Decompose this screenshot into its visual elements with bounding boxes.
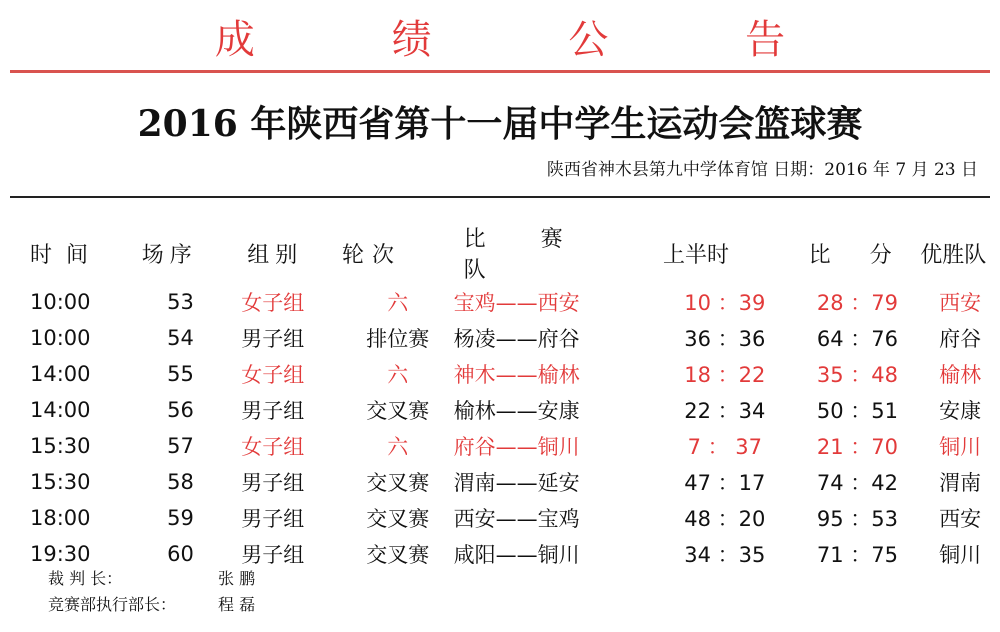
- cell-winner: 安康: [939, 399, 982, 423]
- header-half-time: 上半时: [663, 242, 730, 268]
- cell-group: 男子组: [241, 327, 305, 351]
- results-body: [30, 284, 1000, 572]
- official-line: [48, 566, 255, 592]
- cell-time: 10:00: [30, 290, 91, 314]
- cell-round: 六: [387, 363, 409, 387]
- header-teams: 比 赛 队: [463, 227, 587, 283]
- cell-time: 10:00: [30, 326, 91, 350]
- cell-time: 19:30: [30, 542, 91, 566]
- cell-score: 35 ：48: [816, 363, 898, 387]
- official-line: [48, 592, 255, 618]
- cell-round: 排位赛: [366, 327, 430, 351]
- cell-round: 交叉赛: [366, 543, 430, 567]
- cell-winner: 铜川: [939, 543, 982, 567]
- announcement-banner: 成 绩 公 告: [214, 17, 848, 63]
- cell-round: 六: [387, 291, 409, 315]
- table-row: [30, 464, 1000, 500]
- header-winner: 优胜队: [920, 242, 987, 268]
- cell-teams: 西安——宝鸡: [453, 507, 580, 531]
- cell-score: 21 ：70: [816, 435, 898, 459]
- cell-match-number: 58: [167, 470, 194, 494]
- cell-score: 64 ：76: [816, 327, 898, 351]
- table-row: [30, 500, 1000, 536]
- cell-group: 男子组: [241, 471, 305, 495]
- page-title: 2016 年陕西省第十一届中学生运动会篮球赛: [137, 103, 863, 145]
- cell-score: 74 ：42: [816, 471, 898, 495]
- official-role: 竞赛部执行部长：: [48, 595, 177, 614]
- cell-half-time: 7 ： 37: [687, 435, 763, 459]
- venue-date-line: 陕西省神木县第九中学体育馆 日期：2016 年 7 月 23 日: [546, 160, 978, 180]
- cell-round: 交叉赛: [366, 471, 430, 495]
- cell-winner: 榆林: [939, 363, 982, 387]
- header-match-number: 场序: [141, 242, 198, 268]
- cell-group: 男子组: [241, 507, 305, 531]
- cell-teams: 杨凌——府谷: [453, 327, 580, 351]
- cell-teams: 宝鸡——西安: [453, 291, 580, 315]
- cell-winner: 西安: [939, 291, 982, 315]
- cell-score: 28 ：79: [816, 291, 898, 315]
- table-row: [30, 320, 1000, 356]
- cell-time: 15:30: [30, 470, 91, 494]
- cell-half-time: 36 ：36: [684, 327, 766, 351]
- title-divider: [10, 196, 990, 198]
- cell-half-time: 48 ：20: [684, 507, 766, 531]
- official-name: 程 磊: [218, 595, 256, 614]
- results-table: [30, 222, 1000, 572]
- cell-group: 女子组: [241, 435, 305, 459]
- cell-match-number: 59: [167, 506, 194, 530]
- cell-match-number: 55: [167, 362, 194, 386]
- cell-group: 女子组: [241, 291, 305, 315]
- cell-time: 14:00: [30, 398, 91, 422]
- table-row: [30, 356, 1000, 392]
- table-row: [30, 428, 1000, 464]
- header-divider: [10, 70, 990, 73]
- cell-match-number: 57: [167, 434, 194, 458]
- cell-score: 71 ：75: [816, 543, 898, 567]
- cell-teams: 神木——榆林: [453, 363, 580, 387]
- header-group: 组别: [247, 242, 304, 268]
- official-role: 裁 判 长：: [48, 569, 123, 588]
- cell-score: 50 ：51: [816, 399, 898, 423]
- cell-winner: 渭南: [939, 471, 982, 495]
- cell-half-time: 10 ：39: [684, 291, 766, 315]
- header-time: 时间: [30, 242, 103, 268]
- official-name: 张 鹏: [218, 569, 256, 588]
- cell-winner: 西安: [939, 507, 982, 531]
- cell-match-number: 54: [167, 326, 194, 350]
- cell-time: 15:30: [30, 434, 91, 458]
- officials-block: [48, 566, 255, 618]
- cell-winner: 铜川: [939, 435, 982, 459]
- cell-round: 六: [387, 435, 409, 459]
- cell-teams: 咸阳——铜川: [453, 543, 580, 567]
- cell-group: 男子组: [241, 399, 305, 423]
- cell-time: 14:00: [30, 362, 91, 386]
- cell-time: 18:00: [30, 506, 91, 530]
- cell-teams: 府谷——铜川: [453, 435, 580, 459]
- table-row: [30, 392, 1000, 428]
- cell-teams: 榆林——安康: [453, 399, 580, 423]
- cell-match-number: 53: [167, 290, 194, 314]
- cell-round: 交叉赛: [366, 399, 430, 423]
- cell-half-time: 47 ：17: [684, 471, 766, 495]
- cell-half-time: 22 ：34: [684, 399, 766, 423]
- cell-match-number: 56: [167, 398, 194, 422]
- cell-score: 95 ：53: [816, 507, 898, 531]
- cell-half-time: 18 ：22: [684, 363, 766, 387]
- cell-half-time: 34 ：35: [684, 543, 766, 567]
- cell-winner: 府谷: [939, 327, 982, 351]
- header-score: 比 分: [808, 242, 908, 268]
- cell-group: 男子组: [241, 543, 305, 567]
- table-row: [30, 284, 1000, 320]
- cell-round: 交叉赛: [366, 507, 430, 531]
- cell-teams: 渭南——延安: [453, 471, 580, 495]
- header-round: 轮次: [341, 242, 402, 268]
- table-header-row: [30, 222, 1000, 284]
- cell-match-number: 60: [167, 542, 194, 566]
- cell-group: 女子组: [241, 363, 305, 387]
